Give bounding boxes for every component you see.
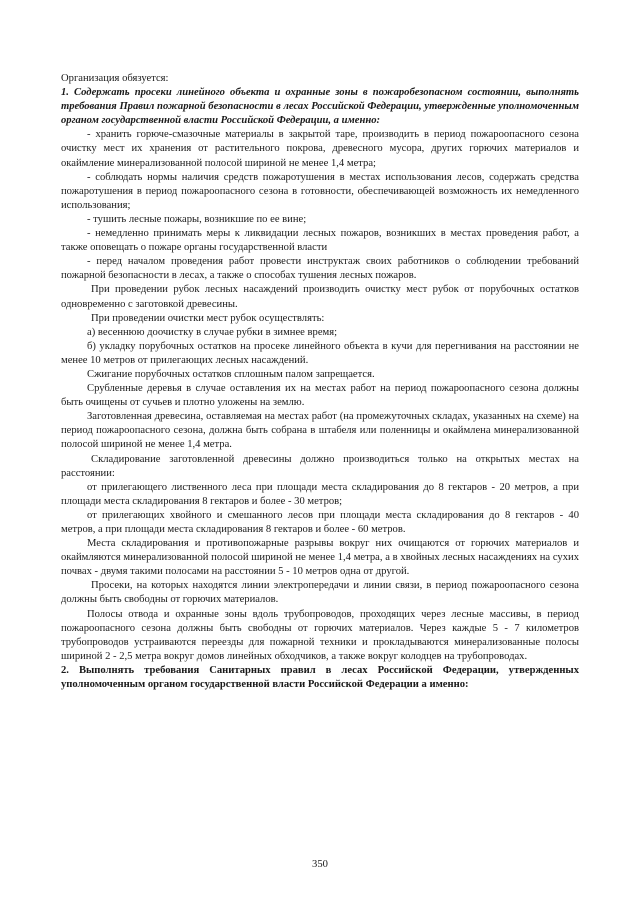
bullet-5: - перед началом проведения работ провести инструктаж своих работников о соблюдении требований пожарной безопасности в лесах, а также о способах тушения лесных пожаров. <box>61 256 579 282</box>
paragraph-5: Сжигание порубочных остатков сплошным палом запрещается. <box>87 368 375 380</box>
bullet-1: - хранить горюче-смазочные материалы в закрытой таре, производить в период пожароопасного сезона очистку мест их хранения от растительного покрова, древесного мусора, других горючих материалов и окаймление минерализованной полосой шириной не менее 1,4 метра; <box>61 129 579 169</box>
paragraph-7: Заготовленная древесина, оставляемая на местах работ (на промежуточных складах, указанных на схеме) на период пожароопасного сезона, должна быть собрана в штабеля или поленницы и окаймлена минерализованной полосой шириной не менее 1,4 метра. <box>61 411 579 451</box>
paragraph-11: Места складирования и противопожарные разрывы вокруг них очищаются от горючих материалов и окаймляются минерализованной полосой шириной не менее 1,4 метра, а в хвойных лесных насаждениях на сухих почвах - двумя такими полосами на расстоянии 5 - 10 метров одна от другой. <box>61 538 579 578</box>
document-body <box>61 72 579 692</box>
bullet-2: - соблюдать нормы наличия средств пожаротушения в местах использования лесов, содержать средства пожаротушения в период пожароопасного сезона в готовности, обеспечивающей возможность их немедленного использования; <box>61 171 579 211</box>
paragraph-3: а) весеннюю доочистку в случае рубки в зимнее время; <box>87 326 338 338</box>
paragraph-13: Полосы отвода и охранные зоны вдоль трубопроводов, проходящих через лесные массивы, в период пожароопасного сезона должны быть свободны от горючих материалов. Через каждые 5 - 7 километров трубопроводов устраиваются переезды для пожарной техники и прокладываются минерализованные полосы шириной 2 - 2,5 метра вокруг домов линейных обходчиков, а также вокруг колодцев на трубопроводах. <box>61 608 579 662</box>
paragraph-8: Складирование заготовленной древесины должно производиться только на открытых местах на расстоянии: <box>61 453 579 479</box>
paragraph-10: от прилегающих хвойного и смешанного лесов при площади места складирования до 8 гектаров - 40 метров, а при площади места складирования 8 гектаров и более - 60 метров. <box>61 509 579 535</box>
paragraph-2: При проведении очистки мест рубок осуществлять: <box>91 312 325 324</box>
page-number: 350 <box>312 859 328 870</box>
paragraph-9: от прилегающего лиственного леса при площади места складирования до 8 гектаров - 20 метров, а при площади места складирования 8 гектаров и более - 30 метров; <box>61 481 579 507</box>
bullet-3: - тушить лесные пожары, возникшие по ее вине; <box>87 213 307 225</box>
paragraph-1: При проведении рубок лесных насаждений производить очистку мест рубок от порубочных остатков одновременно с заготовкой древесины. <box>61 284 579 310</box>
paragraph-4: б) укладку порубочных остатков на просеке линейного объекта в кучи для перегнивания на расстоянии не менее 10 метров от прилегающих лесных насаждений. <box>61 340 579 366</box>
bullet-4: - немедленно принимать меры к ликвидации лесных пожаров, возникших в местах проведения работ, а также оповещать о пожаре органы государственной власти <box>61 228 579 254</box>
paragraph-12: Просеки, на которых находятся линии электропередачи и линии связи, в период пожароопасного сезона должны быть свободны от горючих материалов. <box>61 580 579 606</box>
intro-line: Организация обязуется: <box>61 73 169 84</box>
section-2-heading: 2. Выполнять требования Санитарных правил в лесах Российской Федерации, утвержденных уполномоченным органом государственной власти Российской Федерации а именно: <box>61 664 579 691</box>
section-1-heading: 1. Содержать просеки линейного объекта и охранные зоны в пожаробезопасном состоянии, выполнять требования Правил пожарной безопасности в лесах Российской Федерации, утвержденные уполномоченным органом государственной власти Российской Федерации, а именно: <box>61 87 579 127</box>
paragraph-6: Срубленные деревья в случае оставления их на местах работ на период пожароопасного сезона должны быть очищены от сучьев и плотно уложены на землю. <box>61 383 579 409</box>
